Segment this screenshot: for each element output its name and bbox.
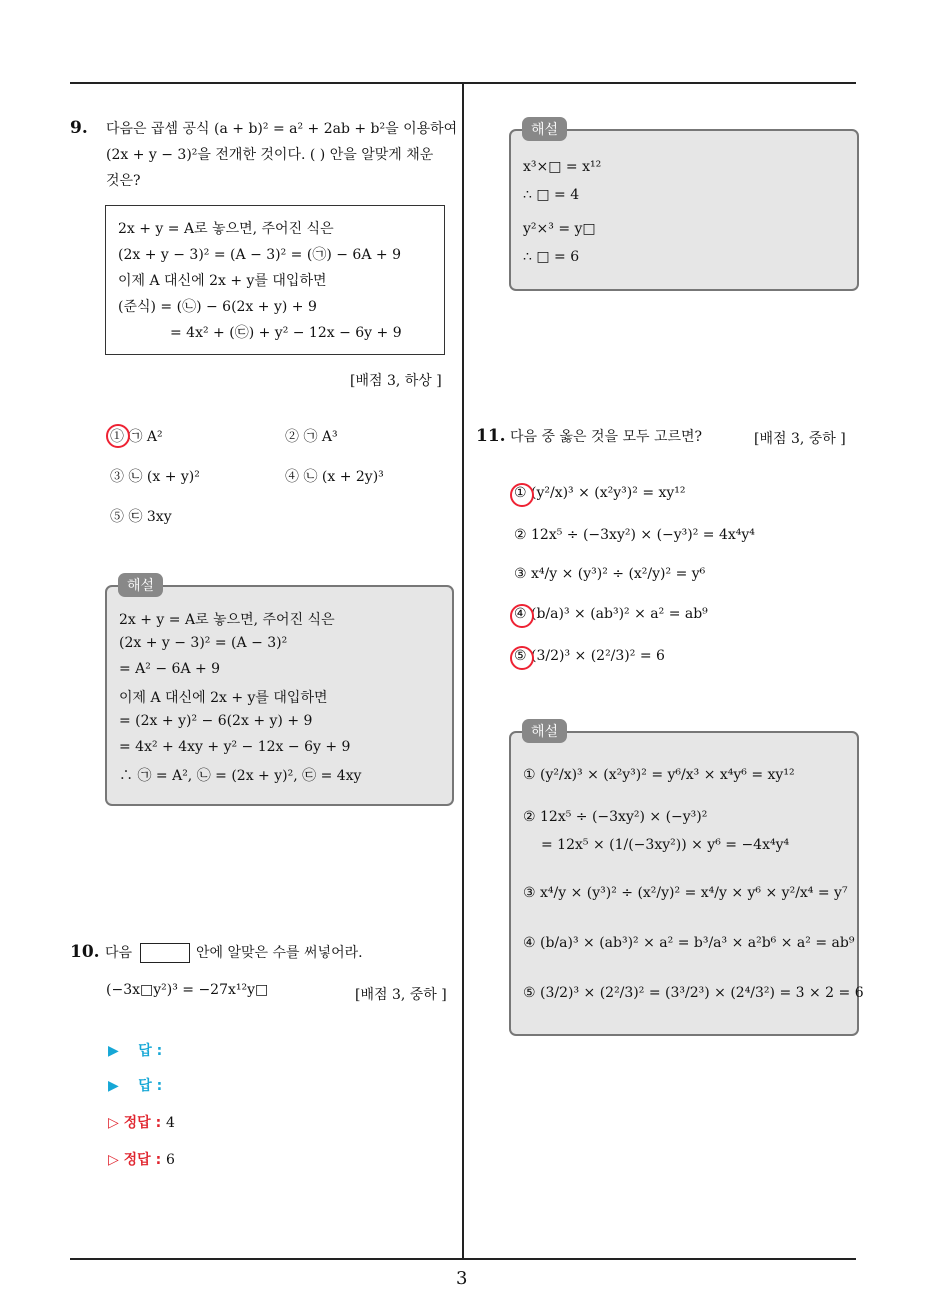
q11-explain-line: ④ (b/a)³ × (ab³)² × a² = b³/a³ × a²b⁶ × a² = ab⁹ (523, 935, 855, 951)
q11-explain-line: ⑤ (3/2)³ × (2²/3)² = (3³/2³) × (2⁴/3²) = 3 × 2 = 6 (523, 985, 864, 1001)
selected-mark (510, 483, 534, 507)
q9-explain-tag: 해설 (118, 573, 163, 597)
q10-equation: (−3x□y²)³ = −27x¹²y□ (106, 982, 269, 998)
q9-explain-line: = A² − 6A + 9 (119, 661, 221, 677)
q10-explain-line: y²×³ = y□ (523, 221, 596, 237)
column-divider (462, 84, 464, 1260)
q10-blank-box (140, 943, 190, 963)
q11-option-1[interactable]: ① (y²/x)³ × (x²y³)² = xy¹² (514, 485, 686, 501)
q9-box-line: (준식) = (㉡) − 6(2x + y) + 9 (118, 299, 317, 315)
q9-explain-line: ∴ ㉠ = A², ㉡ = (2x + y)², ㉢ = 4xy (119, 768, 362, 784)
q10-score: [배점 3, 중하 ] (355, 987, 447, 1003)
q10-text-before: 다음 (105, 945, 133, 961)
q9-option-1[interactable]: ① ㉠ A² (110, 426, 163, 446)
q11-explain-line: ① (y²/x)³ × (x²y³)² = y⁶/x³ × x⁴y⁶ = xy¹² (523, 767, 795, 783)
q9-option-3[interactable]: ③ ㉡ (x + y)² (110, 469, 200, 485)
q11-text: 다음 중 옳은 것을 모두 고르면? (510, 429, 703, 445)
page-number: 3 (456, 1268, 468, 1289)
q11-explain-tag: 해설 (522, 719, 567, 743)
q9-explain-line: = (2x + y)² − 6(2x + y) + 9 (119, 713, 313, 729)
q10-explain-tag: 해설 (522, 117, 567, 141)
q9-text-line3: 것은? (106, 173, 141, 189)
q10-answer-row-1[interactable]: ▶ 답 : (108, 1043, 163, 1059)
q11-number: 11. (476, 426, 506, 446)
q9-option-2[interactable]: ② ㉠ A³ (285, 429, 338, 445)
q10-explain-line: ∴ □ = 6 (523, 249, 580, 265)
q11-option-4[interactable]: ④ (b/a)³ × (ab³)² × a² = ab⁹ (514, 606, 708, 622)
q9-option-4[interactable]: ④ ㉡ (x + 2y)³ (285, 469, 384, 485)
q9-option-5[interactable]: ⑤ ㉢ 3xy (110, 509, 172, 525)
selected-mark (510, 604, 534, 628)
q10-correct-row-1: ▷ 정답 : 4 (108, 1115, 175, 1131)
q9-score: [배점 3, 하상 ] (350, 373, 442, 389)
q10-text-after: 안에 알맞은 수를 써넣어라. (196, 945, 363, 961)
q9-box (105, 205, 445, 355)
q11-explain-line: ③ x⁴/y × (y³)² ÷ (x²/y)² = x⁴/y × y⁶ × y²/x⁴ = y⁷ (523, 885, 848, 901)
q9-text-line1: 다음은 곱셈 공식 (a + b)² = a² + 2ab + b²을 이용하여 (106, 121, 458, 137)
q9-explain-line: = 4x² + 4xy + y² − 12x − 6y + 9 (119, 739, 351, 755)
q11-explain-line: = 12x⁵ × (1/(−3xy²)) × y⁶ = −4x⁴y⁴ (541, 837, 790, 853)
q9-explanation (105, 585, 454, 806)
q10-explanation (509, 129, 859, 291)
q11-score: [배점 3, 중하 ] (754, 431, 846, 447)
q11-option-2[interactable]: ② 12x⁵ ÷ (−3xy²) × (−y³)² = 4x⁴y⁴ (514, 527, 755, 543)
q11-explanation (509, 731, 864, 1036)
q11-option-5[interactable]: ⑤ (3/2)³ × (2²/3)² = 6 (514, 648, 665, 664)
bottom-rule (70, 1258, 856, 1260)
q9-box-line: (2x + y − 3)² = (A − 3)² = (㉠) − 6A + 9 (118, 247, 401, 263)
q10-correct-row-2: ▷ 정답 : 6 (108, 1152, 175, 1168)
q9-number: 9. (70, 118, 88, 138)
selected-mark (510, 646, 534, 670)
q9-explain-line: (2x + y − 3)² = (A − 3)² (119, 635, 288, 651)
q9-text-line2: (2x + y − 3)²을 전개한 것이다. ( ) 안을 알맞게 채운 (106, 147, 434, 163)
q10-answer-row-2[interactable]: ▶ 답 : (108, 1078, 163, 1094)
q9-box-line: 2x + y = A로 놓으면, 주어진 식은 (118, 221, 334, 237)
selected-mark (106, 424, 130, 448)
q11-explain-line: ② 12x⁵ ÷ (−3xy²) × (−y³)² (523, 809, 708, 825)
q9-explain-line: 2x + y = A로 놓으면, 주어진 식은 (119, 612, 335, 628)
q10-number: 10. (70, 942, 100, 962)
q10-explain-line: ∴ □ = 4 (523, 187, 580, 203)
q9-box-line: = 4x² + (㉢) + y² − 12x − 6y + 9 (170, 325, 402, 341)
q11-option-3[interactable]: ③ x⁴/y × (y³)² ÷ (x²/y)² = y⁶ (514, 566, 706, 582)
q9-explain-line: 이제 A 대신에 2x + y를 대입하면 (119, 690, 328, 706)
q9-box-line: 이제 A 대신에 2x + y를 대입하면 (118, 273, 327, 289)
q10-explain-line: x³×□ = x¹² (523, 159, 602, 175)
